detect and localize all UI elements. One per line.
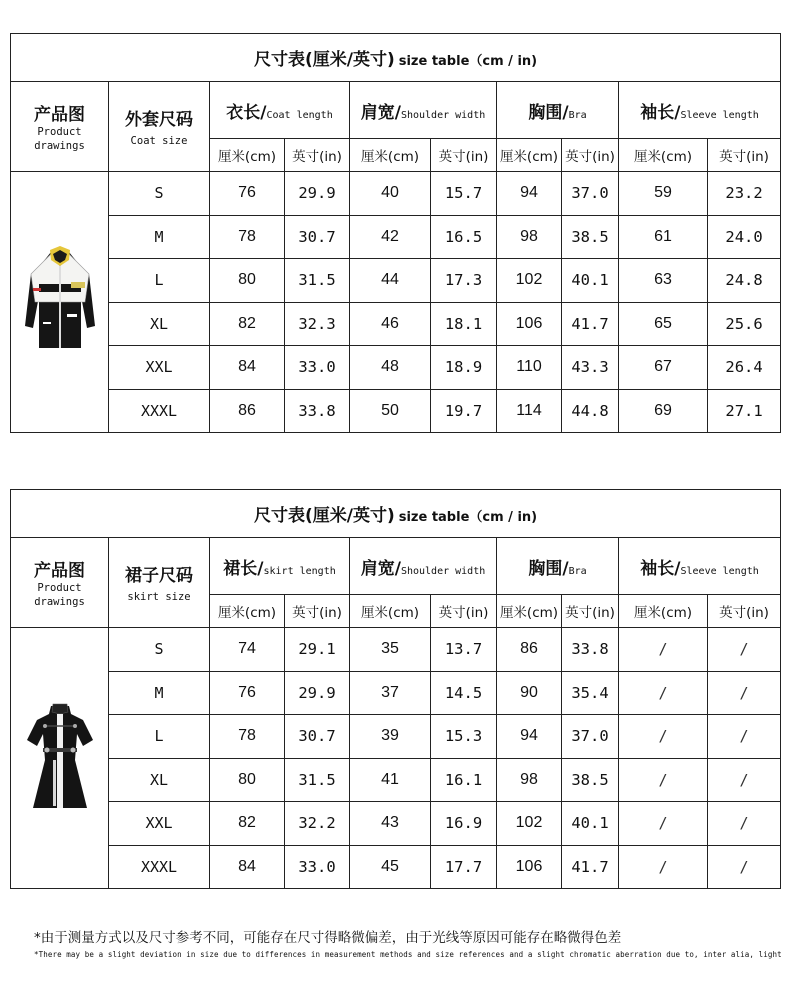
in-value-cell: 37.0 — [562, 172, 619, 216]
product-header-cn: 产品图 — [34, 105, 85, 125]
col-bust-cn: 胸围/ — [528, 558, 569, 579]
in-value-cell: 16.5 — [431, 215, 497, 259]
title-en: size table（cm / in) — [398, 54, 538, 69]
col-sleeve-header — [619, 538, 781, 595]
in-value-cell: 29.9 — [285, 671, 350, 715]
in-value-cell: 18.1 — [431, 302, 497, 346]
in-value-cell: 38.5 — [562, 215, 619, 259]
size-header — [109, 538, 210, 628]
col-shoulder-header — [350, 82, 497, 139]
title-cn: 尺寸表(厘米/英寸) — [253, 506, 395, 526]
in-value-cell: 25.6 — [708, 302, 781, 346]
cm-value-cell: / — [619, 802, 708, 846]
size-header-cn: 外套尺码 — [125, 110, 193, 130]
cm-value-cell: 98 — [497, 758, 562, 802]
product-header-cn: 产品图 — [34, 561, 85, 581]
cm-value-cell: 84 — [210, 346, 285, 390]
in-value-cell: / — [708, 628, 781, 672]
cm-value-cell: 44 — [350, 259, 431, 303]
in-value-cell: 24.8 — [708, 259, 781, 303]
cm-value-cell: 76 — [210, 671, 285, 715]
col-bust-cn: 胸围/ — [528, 102, 569, 123]
in-value-cell: 40.1 — [562, 259, 619, 303]
table-row — [11, 302, 781, 346]
unit-in-header: 英寸(in) — [562, 139, 619, 172]
title-en: size table（cm / in) — [398, 510, 538, 525]
in-value-cell: 24.0 — [708, 215, 781, 259]
col-shoulder-cn: 肩宽/ — [360, 102, 401, 123]
col-sleeve-cn: 袖长/ — [640, 558, 681, 579]
cm-value-cell: 86 — [210, 389, 285, 433]
size-cell: M — [109, 671, 210, 715]
size-cell: XXL — [109, 346, 210, 390]
product-header-en-2: drawings — [34, 596, 85, 608]
table-row — [11, 758, 781, 802]
size-deviation-note-en: *There may be a slight deviation in size due to differences in measurement methods and size references and a slight chromatic aberration due to, inter alia, light — [34, 950, 782, 959]
table-row — [11, 628, 781, 672]
unit-in-header: 英寸(in) — [708, 139, 781, 172]
in-value-cell: 29.9 — [285, 172, 350, 216]
col-shoulder-cn: 肩宽/ — [360, 558, 401, 579]
in-value-cell: 27.1 — [708, 389, 781, 433]
unit-cm-header: 厘米(cm) — [350, 595, 431, 628]
size-cell: XXL — [109, 802, 210, 846]
cm-value-cell: 82 — [210, 802, 285, 846]
table-title — [11, 34, 781, 82]
in-value-cell: 40.1 — [562, 802, 619, 846]
unit-in-header: 英寸(in) — [562, 595, 619, 628]
cm-value-cell: 45 — [350, 845, 431, 889]
in-value-cell: 35.4 — [562, 671, 619, 715]
in-value-cell: 43.3 — [562, 346, 619, 390]
in-value-cell: 41.7 — [562, 845, 619, 889]
product-header — [11, 538, 109, 628]
table-row — [11, 346, 781, 390]
unit-cm-header: 厘米(cm) — [497, 139, 562, 172]
cm-value-cell: 82 — [210, 302, 285, 346]
in-value-cell: 16.1 — [431, 758, 497, 802]
in-value-cell: 18.9 — [431, 346, 497, 390]
in-value-cell: 14.5 — [431, 671, 497, 715]
cm-value-cell: / — [619, 671, 708, 715]
in-value-cell: 30.7 — [285, 215, 350, 259]
col-bust-en: Bra — [568, 565, 587, 577]
col-length-en: Coat length — [266, 109, 333, 121]
cm-value-cell: 90 — [497, 671, 562, 715]
size-header-en: skirt size — [127, 591, 191, 603]
cm-value-cell: 43 — [350, 802, 431, 846]
product-header-en-1: Product — [37, 126, 82, 138]
cm-value-cell: / — [619, 758, 708, 802]
in-value-cell: 31.5 — [285, 758, 350, 802]
in-value-cell: 13.7 — [431, 628, 497, 672]
col-shoulder-en: Shoulder width — [400, 565, 486, 577]
title-cn: 尺寸表(厘米/英寸) — [253, 50, 395, 70]
in-value-cell: 17.7 — [431, 845, 497, 889]
table-row — [11, 259, 781, 303]
cm-value-cell: 106 — [497, 302, 562, 346]
size-cell: XXXL — [109, 389, 210, 433]
in-value-cell: 33.8 — [285, 389, 350, 433]
col-sleeve-header — [619, 82, 781, 139]
table-title — [11, 490, 781, 538]
size-cell: XL — [109, 302, 210, 346]
cm-value-cell: 69 — [619, 389, 708, 433]
cm-value-cell: 76 — [210, 172, 285, 216]
dress-product-image — [11, 628, 109, 889]
in-value-cell: 33.8 — [562, 628, 619, 672]
skirt-size-table — [10, 489, 781, 889]
size-cell: S — [109, 172, 210, 216]
cm-value-cell: 63 — [619, 259, 708, 303]
unit-cm-header: 厘米(cm) — [497, 595, 562, 628]
col-bust-header — [497, 538, 619, 595]
in-value-cell: 15.7 — [431, 172, 497, 216]
size-header-en: Coat size — [130, 135, 188, 147]
col-length-header — [210, 82, 350, 139]
in-value-cell: / — [708, 845, 781, 889]
in-value-cell: 30.7 — [285, 715, 350, 759]
cm-value-cell: 114 — [497, 389, 562, 433]
cm-value-cell: 78 — [210, 215, 285, 259]
table-row — [11, 172, 781, 216]
in-value-cell: 41.7 — [562, 302, 619, 346]
in-value-cell: 31.5 — [285, 259, 350, 303]
cm-value-cell: / — [619, 845, 708, 889]
cm-value-cell: 46 — [350, 302, 431, 346]
cm-value-cell: 59 — [619, 172, 708, 216]
col-bust-header — [497, 82, 619, 139]
cm-value-cell: 42 — [350, 215, 431, 259]
cm-value-cell: 102 — [497, 259, 562, 303]
in-value-cell: 38.5 — [562, 758, 619, 802]
cm-value-cell: 65 — [619, 302, 708, 346]
cm-value-cell: / — [619, 715, 708, 759]
in-value-cell: 15.3 — [431, 715, 497, 759]
cm-value-cell: 50 — [350, 389, 431, 433]
cm-value-cell: 94 — [497, 715, 562, 759]
cm-value-cell: 86 — [497, 628, 562, 672]
in-value-cell: 33.0 — [285, 845, 350, 889]
cm-value-cell: 102 — [497, 802, 562, 846]
size-cell: L — [109, 259, 210, 303]
in-value-cell: 23.2 — [708, 172, 781, 216]
unit-cm-header: 厘米(cm) — [350, 139, 431, 172]
unit-cm-header: 厘米(cm) — [210, 595, 285, 628]
in-value-cell: 29.1 — [285, 628, 350, 672]
col-length-header — [210, 538, 350, 595]
product-header-en-1: Product — [37, 582, 82, 594]
size-deviation-note-cn: *由于测量方式以及尺寸参考不同，可能存在尺寸得略微偏差，由于光线等原因可能存在略微得色差 — [34, 930, 622, 946]
in-value-cell: 32.2 — [285, 802, 350, 846]
size-cell: L — [109, 715, 210, 759]
in-value-cell: 37.0 — [562, 715, 619, 759]
in-value-cell: / — [708, 715, 781, 759]
in-value-cell: 26.4 — [708, 346, 781, 390]
size-cell: M — [109, 215, 210, 259]
table-row — [11, 671, 781, 715]
in-value-cell: / — [708, 671, 781, 715]
unit-cm-header: 厘米(cm) — [619, 139, 708, 172]
in-value-cell: 32.3 — [285, 302, 350, 346]
size-cell: S — [109, 628, 210, 672]
cm-value-cell: 37 — [350, 671, 431, 715]
col-length-cn: 衣长/ — [226, 102, 267, 123]
cm-value-cell: 78 — [210, 715, 285, 759]
col-sleeve-cn: 袖长/ — [640, 102, 681, 123]
in-value-cell: 19.7 — [431, 389, 497, 433]
cm-value-cell: 98 — [497, 215, 562, 259]
unit-in-header: 英寸(in) — [285, 139, 350, 172]
in-value-cell: / — [708, 802, 781, 846]
cm-value-cell: 61 — [619, 215, 708, 259]
cm-value-cell: 41 — [350, 758, 431, 802]
cm-value-cell: 84 — [210, 845, 285, 889]
unit-in-header: 英寸(in) — [431, 595, 497, 628]
table-row — [11, 715, 781, 759]
col-bust-en: Bra — [568, 109, 587, 121]
unit-in-header: 英寸(in) — [285, 595, 350, 628]
unit-cm-header: 厘米(cm) — [619, 595, 708, 628]
in-value-cell: / — [708, 758, 781, 802]
col-length-cn: 裙长/ — [223, 558, 264, 579]
table-row — [11, 845, 781, 889]
cm-value-cell: 40 — [350, 172, 431, 216]
dress-drawing — [23, 700, 97, 812]
cm-value-cell: 39 — [350, 715, 431, 759]
unit-in-header: 英寸(in) — [431, 139, 497, 172]
size-header — [109, 82, 210, 172]
cm-value-cell: 106 — [497, 845, 562, 889]
col-shoulder-header — [350, 538, 497, 595]
cm-value-cell: 80 — [210, 758, 285, 802]
coat-size-table — [10, 33, 781, 433]
unit-in-header: 英寸(in) — [708, 595, 781, 628]
cm-value-cell: 48 — [350, 346, 431, 390]
cm-value-cell: 35 — [350, 628, 431, 672]
cm-value-cell: 80 — [210, 259, 285, 303]
cm-value-cell: 67 — [619, 346, 708, 390]
cm-value-cell: / — [619, 628, 708, 672]
size-cell: XXXL — [109, 845, 210, 889]
in-value-cell: 16.9 — [431, 802, 497, 846]
size-cell: XL — [109, 758, 210, 802]
cm-value-cell: 74 — [210, 628, 285, 672]
col-shoulder-en: Shoulder width — [400, 109, 486, 121]
table-row — [11, 215, 781, 259]
product-header-en-2: drawings — [34, 140, 85, 152]
coat-drawing — [23, 244, 97, 356]
cm-value-cell: 110 — [497, 346, 562, 390]
in-value-cell: 33.0 — [285, 346, 350, 390]
in-value-cell: 17.3 — [431, 259, 497, 303]
size-header-cn: 裙子尺码 — [125, 566, 193, 586]
unit-cm-header: 厘米(cm) — [210, 139, 285, 172]
in-value-cell: 44.8 — [562, 389, 619, 433]
product-header — [11, 82, 109, 172]
table-row — [11, 389, 781, 433]
cm-value-cell: 94 — [497, 172, 562, 216]
coat-product-image — [11, 172, 109, 433]
col-sleeve-en: Sleeve length — [680, 109, 759, 121]
table-row — [11, 802, 781, 846]
col-length-en: skirt length — [263, 565, 336, 577]
col-sleeve-en: Sleeve length — [680, 565, 759, 577]
